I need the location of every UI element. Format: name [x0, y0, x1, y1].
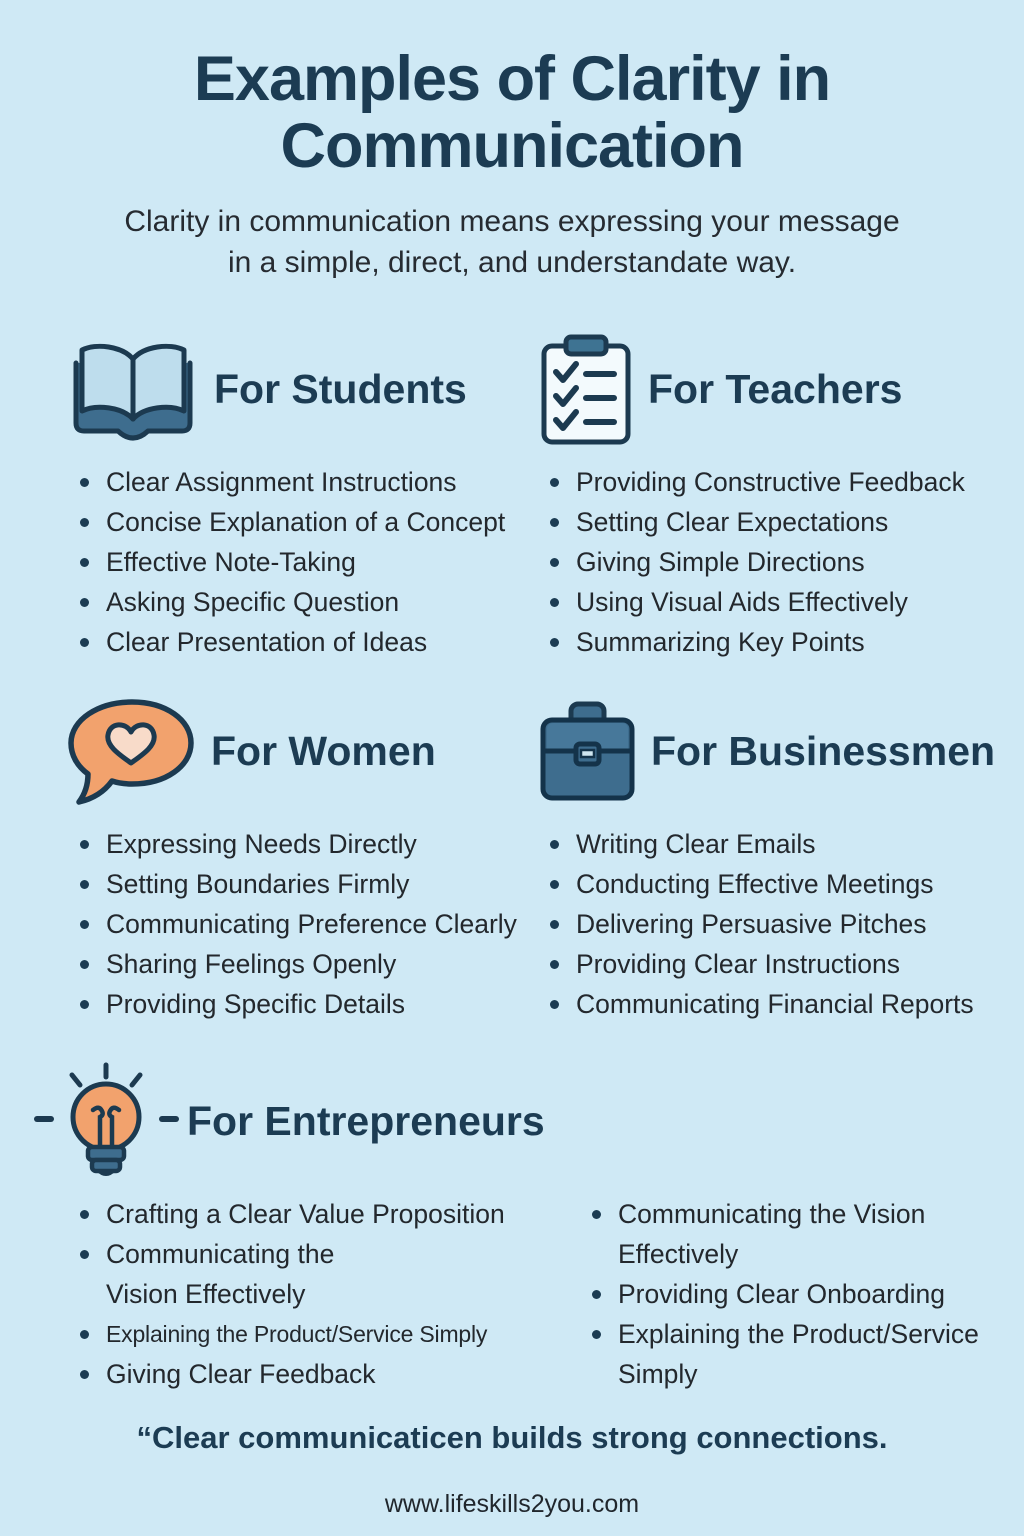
section-businessmen-header	[540, 696, 1000, 808]
section-entrepreneurs-header	[34, 1058, 1024, 1186]
section-entrepreneurs	[0, 1058, 1024, 1394]
section-entrepreneurs-title: For Entrepreneurs	[187, 1098, 545, 1145]
entrepreneurs-list-right	[590, 1194, 1000, 1394]
section-teachers	[540, 334, 1000, 662]
list-item: Setting Boundaries Firmly	[78, 864, 540, 904]
sections-grid-row-1	[0, 334, 1024, 1058]
section-students	[40, 334, 540, 662]
list-item: Communicating the Vision Effectively	[590, 1194, 1000, 1274]
closing-quote: “Clear communicaticen builds strong connections.	[136, 1419, 888, 1455]
list-item: Effective Note-Taking	[78, 542, 540, 582]
website-url: www.lifeskills2you.com	[384, 1489, 640, 1518]
page-title: Examples of Clarity in Communication	[193, 44, 831, 182]
section-businessmen	[540, 696, 1000, 1024]
businessmen-list	[548, 824, 1000, 1024]
entrepreneurs-list-left	[78, 1194, 565, 1394]
page-subtitle: Clarity in communication means expressing your message in a simple, direct, and understandate way.	[124, 204, 900, 280]
list-item: Delivering Persuasive Pitches	[548, 904, 1000, 944]
list-item: Giving Clear Feedback	[78, 1354, 565, 1394]
list-item: Communicating the Vision Effectively	[78, 1234, 356, 1314]
heart-speech-bubble-icon	[68, 698, 195, 805]
list-item: Using Visual Aids Effectively	[548, 582, 1000, 622]
checklist-clipboard-icon	[540, 334, 632, 446]
open-book-icon	[68, 339, 198, 441]
briefcase-icon	[540, 699, 635, 805]
students-list	[78, 462, 540, 662]
list-item: Crafting a Clear Value Proposition	[78, 1194, 565, 1234]
entrepreneurs-left-column	[40, 1194, 565, 1394]
list-item: Providing Clear Onboarding	[590, 1274, 1000, 1314]
lightbulb-icon	[34, 1059, 179, 1185]
entrepreneurs-grid	[0, 1194, 1024, 1394]
section-students-title: For Students	[214, 366, 467, 413]
section-businessmen-title: For Businessmen	[651, 728, 996, 775]
section-teachers-title: For Teachers	[648, 366, 903, 413]
list-item: Summarizing Key Points	[548, 622, 1000, 662]
section-students-header	[68, 334, 540, 446]
list-item: Concise Explanation of a Concept	[78, 502, 540, 542]
list-item: Clear Assignment Instructions	[78, 462, 540, 502]
list-item: Conducting Effective Meetings	[548, 864, 1000, 904]
list-item: Explaining the Product/Service Simply	[590, 1314, 1000, 1394]
section-women-header	[68, 696, 540, 808]
list-item: Sharing Feelings Openly	[78, 944, 540, 984]
section-teachers-header	[540, 334, 1000, 446]
list-item: Setting Clear Expectations	[548, 502, 1000, 542]
list-item: Clear Presentation of Ideas	[78, 622, 540, 662]
list-item: Communicating Preference Clearly	[78, 904, 540, 944]
list-item: Asking Specific Question	[78, 582, 540, 622]
entrepreneurs-right-column	[565, 1194, 1000, 1394]
list-item: Providing Clear Instructions	[548, 944, 1000, 984]
section-women-title: For Women	[211, 728, 436, 775]
teachers-list	[548, 462, 1000, 662]
women-list	[78, 824, 540, 1024]
list-item: Giving Simple Directions	[548, 542, 1000, 582]
list-item: Communicating Financial Reports	[548, 984, 1000, 1024]
list-item: Expressing Needs Directly	[78, 824, 540, 864]
list-item: Writing Clear Emails	[548, 824, 1000, 864]
list-item: Explaining the Product/Service Simply	[78, 1314, 565, 1354]
list-item: Providing Specific Details	[78, 984, 540, 1024]
list-item: Providing Constructive Feedback	[548, 462, 1000, 502]
section-women	[40, 696, 540, 1024]
